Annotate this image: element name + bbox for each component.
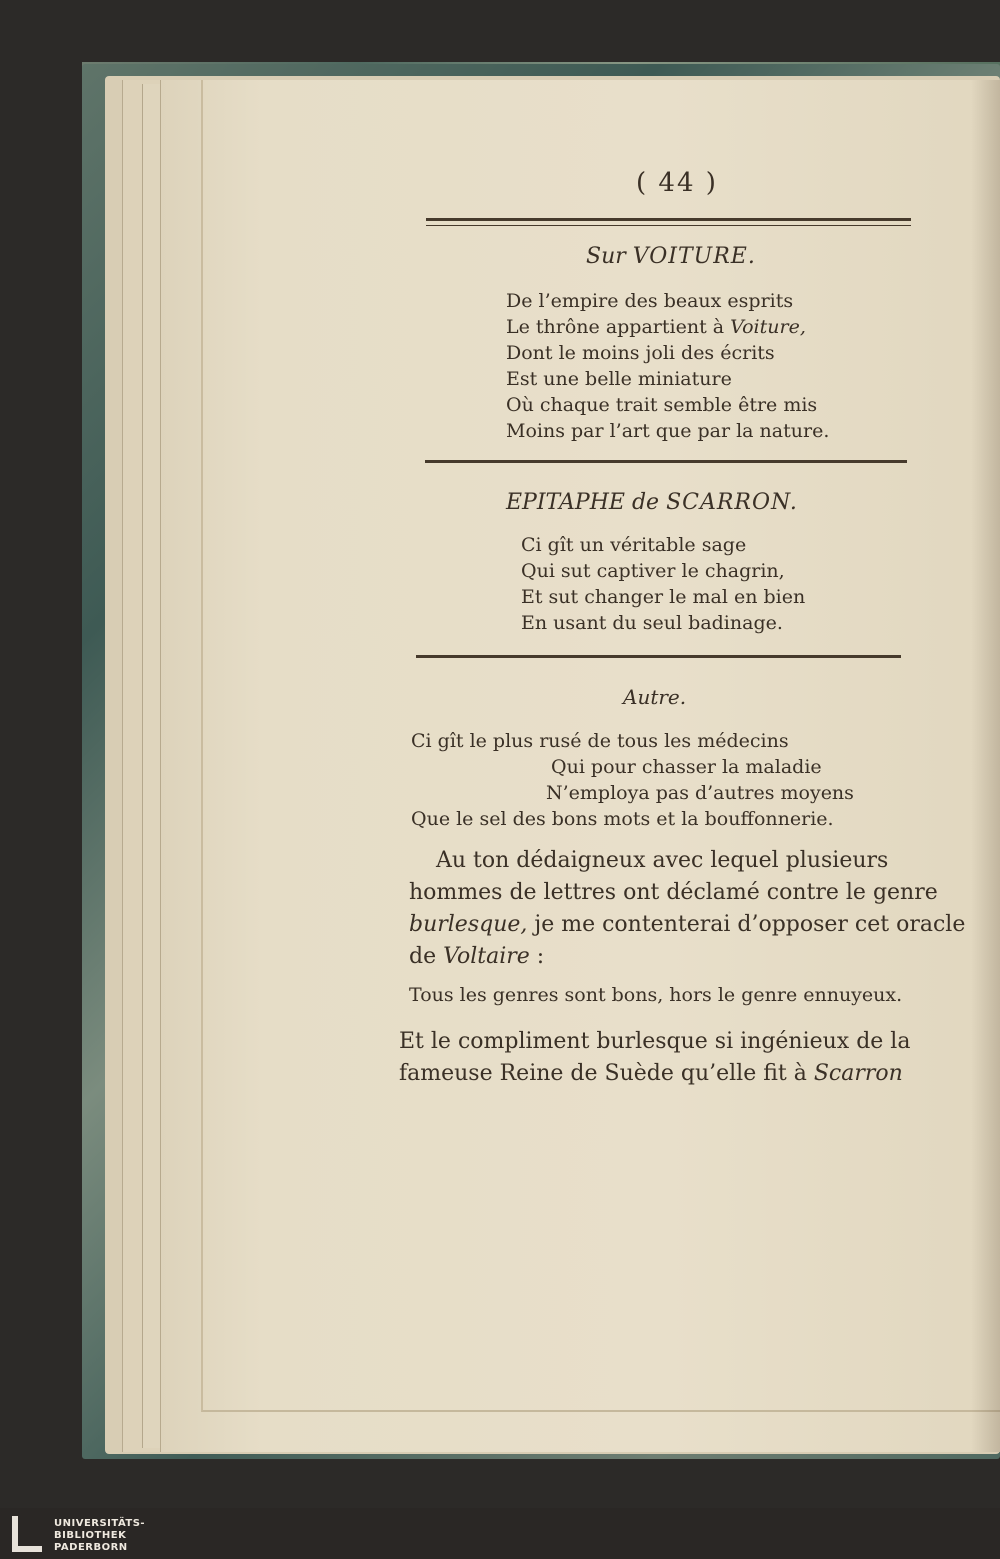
verse-line: De l’empire des beaux esprits — [506, 290, 794, 312]
section-title-epitaphe — [506, 490, 798, 515]
verse-line: Ci gît le plus rusé de tous les médecins — [411, 730, 789, 752]
prose-line — [399, 1058, 903, 1090]
prose-text: je me contenterai d’opposer cet oracle — [527, 912, 966, 937]
page-gutter-shadow — [971, 80, 1000, 1452]
prose-line: hommes de lettres ont déclamé contre le genre — [409, 880, 938, 905]
prose-text: fameuse Reine de Suède qu’elle fit à — [399, 1061, 807, 1086]
prose-line: Et le compliment burlesque si ingénieux de la — [399, 1029, 911, 1054]
library-name-line: UNIVERSITÄTS- — [54, 1518, 146, 1529]
title-name: SCARRON. — [666, 490, 798, 515]
section-title-autre: Autre. — [623, 685, 687, 709]
library-name-line: PADERBORN — [54, 1542, 128, 1553]
prose-text: : — [529, 944, 545, 969]
verse-line: Et sut changer le mal en bien — [521, 586, 806, 608]
prose-italic: burlesque, — [409, 912, 528, 937]
page-number: ( 44 ) — [636, 168, 718, 198]
prose-line — [409, 941, 544, 973]
verse-line: Moins par l’art que par la nature. — [506, 420, 830, 442]
prose-italic: Scarron — [813, 1061, 903, 1086]
double-rule — [426, 218, 911, 221]
prose-text: de — [409, 944, 444, 969]
verse-line — [506, 314, 806, 340]
verse-line: Dont le moins joli des écrits — [506, 342, 775, 364]
verse-line: Qui pour chasser la maladie — [551, 756, 822, 778]
verse-line: Qui sut captiver le chagrin, — [521, 560, 785, 582]
verse-line: Où chaque trait semble être mis — [506, 394, 818, 416]
prose-line — [409, 909, 965, 941]
verse-line: Ci gît un véritable sage — [521, 534, 747, 556]
section-title-voiture — [586, 244, 756, 269]
library-footer — [0, 1508, 1000, 1559]
section-rule — [425, 460, 907, 463]
verse-line: Que le sel des bons mots et la bouffonnerie. — [411, 808, 834, 830]
verse-italic: Voiture, — [730, 316, 806, 338]
quote-line: Tous les genres sont bons, hors le genre ennuyeux. — [409, 984, 903, 1006]
section-rule — [416, 655, 901, 658]
verse-text: Le thrône appartient à — [506, 316, 725, 338]
verse-line: Est une belle miniature — [506, 368, 732, 390]
library-logo-icon — [12, 1516, 42, 1552]
book-page — [160, 80, 1000, 1452]
title-de: de — [631, 490, 660, 515]
title-prefix: Sur — [586, 244, 626, 269]
verse-line: N’employa pas d’autres moyens — [546, 782, 854, 804]
title-main: EPITAPHE — [506, 490, 625, 515]
verse-line: En usant du seul badinage. — [521, 612, 783, 634]
prose-italic: Voltaire — [443, 944, 530, 969]
library-name-line: BIBLIOTHEK — [54, 1530, 127, 1541]
title-name: VOITURE. — [632, 244, 756, 269]
double-rule — [426, 225, 911, 226]
prose-line: Au ton dédaigneux avec lequel plusieurs — [436, 848, 889, 873]
